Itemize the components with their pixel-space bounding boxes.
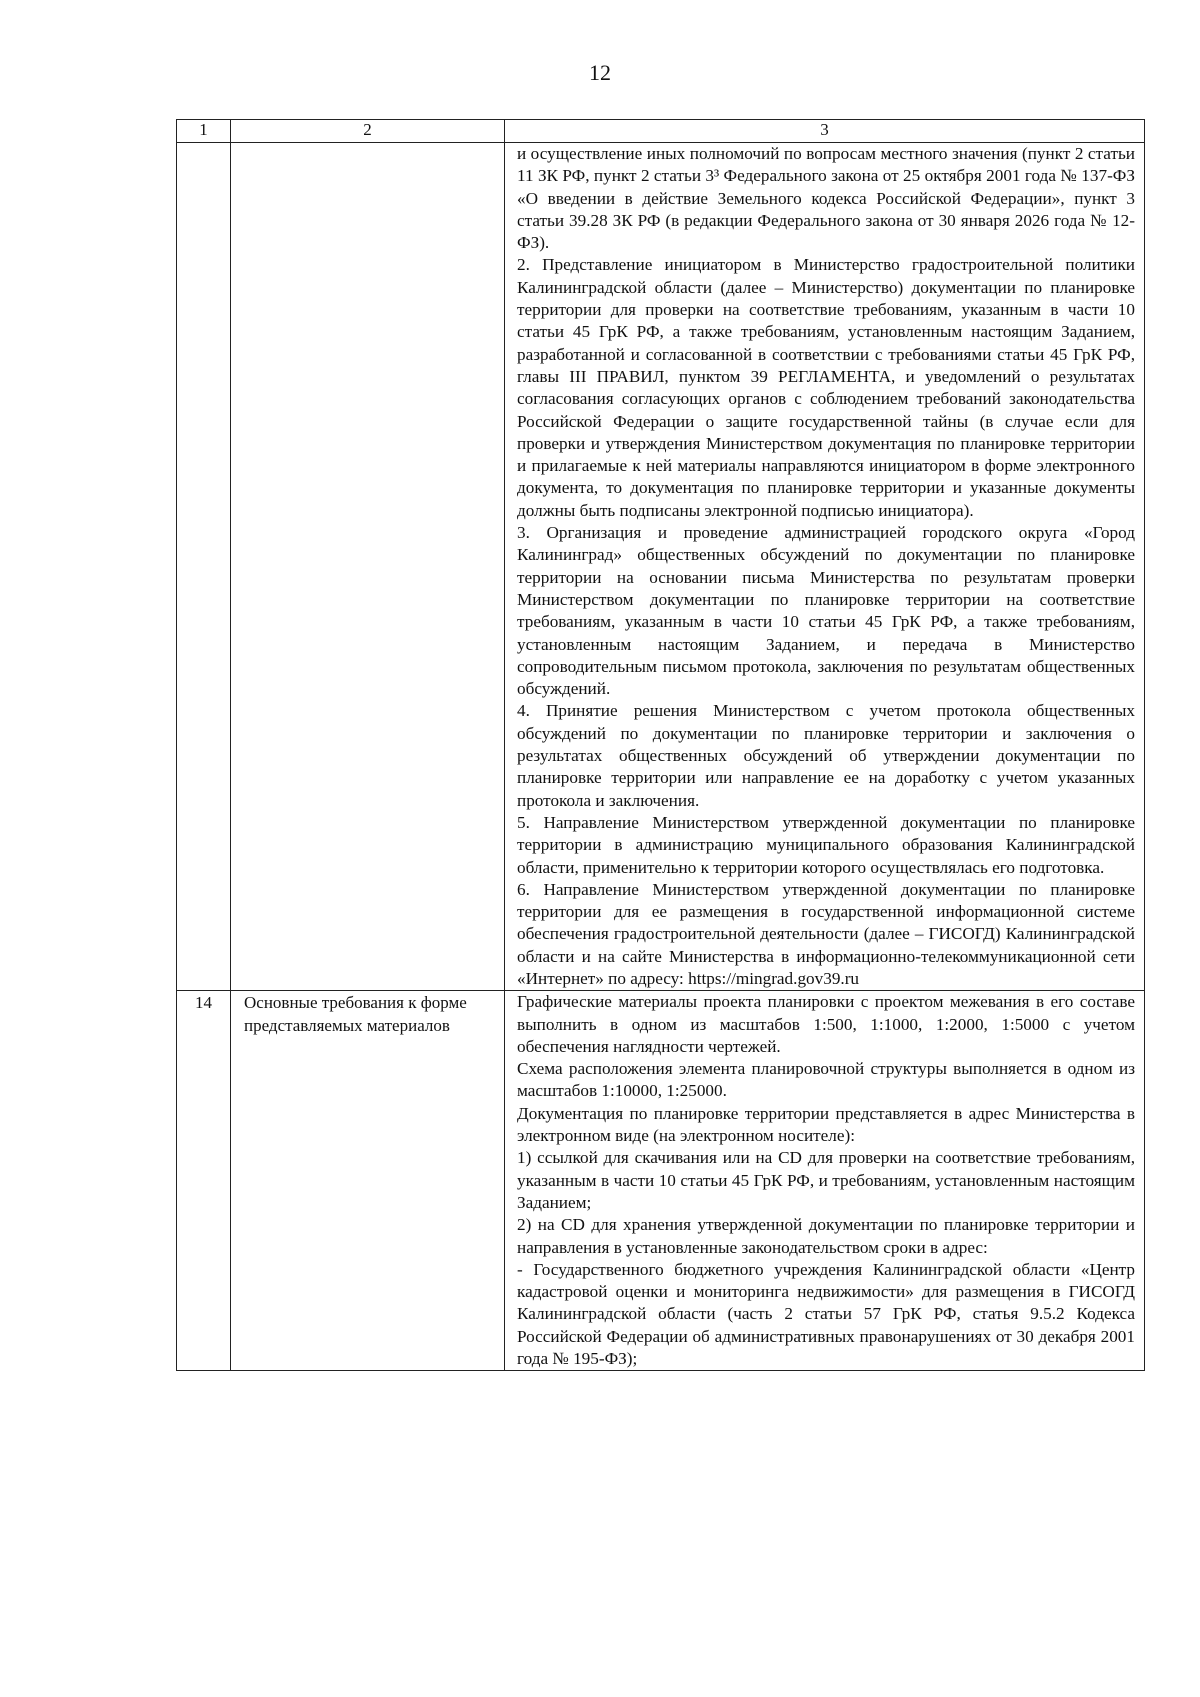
requirement-content	[505, 991, 1145, 1371]
table-row-14	[177, 991, 1145, 1371]
requirements-table	[176, 119, 1145, 1371]
paragraph: Графические материалы проекта планировки с проектом межевания в его составе выполнить в одном из масштабов 1:500, 1:1000, 1:2000, 1:5000 с учетом обеспечения наглядности чертежей.	[517, 992, 1135, 1056]
header-col-2: 2	[231, 120, 505, 143]
paragraph: Документация по планировке территории представляется в адрес Министерства в электронном виде (на электронном носителе):	[517, 1103, 1135, 1146]
paragraph: 1) ссылкой для скачивания или на CD для проверки на соответствие требованиям, указанным в части 10 статьи 45 ГрК РФ, и требованиям, установленным настоящим Заданием;	[517, 1148, 1135, 1212]
row-number	[177, 143, 231, 991]
paragraph: Схема расположения элемента планировочной структуры выполняется в одном из масштабов 1:10000, 1:25000.	[517, 1059, 1135, 1101]
page-number: 12	[589, 60, 611, 85]
paragraph: 5. Направление Министерством утвержденной документации по планировке территории в администрацию муниципального образования Калининградской области, применительно к территории которого осуществлялась его подготовка.	[517, 812, 1135, 877]
requirement-name: Основные требования к форме представляемых материалов	[231, 991, 505, 1371]
paragraph: 6. Направление Министерством утвержденной документации по планировке территории для ее размещения в государственной информационной системе обеспечения градостроительной деятельности (далее – ГИСОГД) Калининградской области и на сайте Министерства в информационно-телекоммуникационной сети «Интернет» по адресу: https://mingrad.gov39.ru	[517, 879, 1135, 988]
header-col-3: 3	[505, 120, 1145, 143]
paragraph: 2. Представление инициатором в Министерство градостроительной политики Калининградской области (далее – Министерство) документации по планировке территории для проверки на соответствие требованиям, указанным в части 10 статьи 45 ГрК РФ, а также требованиям, установленным настоящим Заданием, разработанной и согласованной в соответствии с требованиями статьи 45 ГрК РФ, главы III ПРАВИЛ, пунктом 39 РЕГЛАМЕНТА, и уведомлений о результатах согласования согласующих органов с соблюдением требований законодательства Российской Федерации о защите государственной тайны (в случае если для проверки и утверждения Министерством документация по планировке территории и прилагаемые к ней материалы направляются инициатором в форме электронного документа, то документация по планировке территории и указанные документы должны быть подписаны электронной подписью инициатора).	[517, 255, 1135, 520]
table-header-row	[177, 120, 1145, 143]
table-row-continued	[177, 143, 1145, 991]
requirement-name	[231, 143, 505, 991]
requirement-content	[505, 143, 1145, 991]
row-number: 14	[177, 991, 231, 1371]
paragraph: и осуществление иных полномочий по вопросам местного значения (пункт 2 статьи 11 ЗК РФ, пункт 2 статьи 3³ Федерального закона от 25 октября 2001 года № 137-ФЗ «О введении в действие Земельного кодекса Российской Федерации», пункт 3 статьи 39.28 ЗК РФ (в редакции Федерального закона от 30 января 2026 года № 12-ФЗ).	[517, 144, 1135, 253]
paragraph: 2) на CD для хранения утвержденной документации по планировке территории и направления в установленные законодательством сроки в адрес:	[517, 1215, 1135, 1257]
paragraph: 4. Принятие решения Министерством с учетом протокола общественных обсуждений по документации по планировке территории и заключения о результатах общественных обсуждений об утверждении документации по планировке территории или направление ее на доработку с учетом указанных протокола и заключения.	[517, 701, 1135, 810]
paragraph: - Государственного бюджетного учреждения Калининградской области «Центр кадастровой оценки и мониторинга недвижимости» для размещения в ГИСОГД Калининградской области (часть 2 статьи 57 ГрК РФ, статья 9.5.2 Кодекса Российской Федерации об административных правонарушениях от 30 декабря 2001 года № 195-ФЗ);	[517, 1259, 1135, 1369]
header-col-1: 1	[177, 120, 231, 143]
paragraph: 3. Организация и проведение администрацией городского округа «Город Калининград» общественных обсуждений по документации по планировке территории на основании письма Министерства по результатам проверки Министерством документации по планировке территории на соответствие требованиям, указанным в части 10 статьи 45 ГрК РФ, а также требованиям, установленным настоящим Заданием, и передача в Министерство сопроводительным письмом протокола, заключения по результатам общественных обсуждений.	[517, 523, 1135, 699]
